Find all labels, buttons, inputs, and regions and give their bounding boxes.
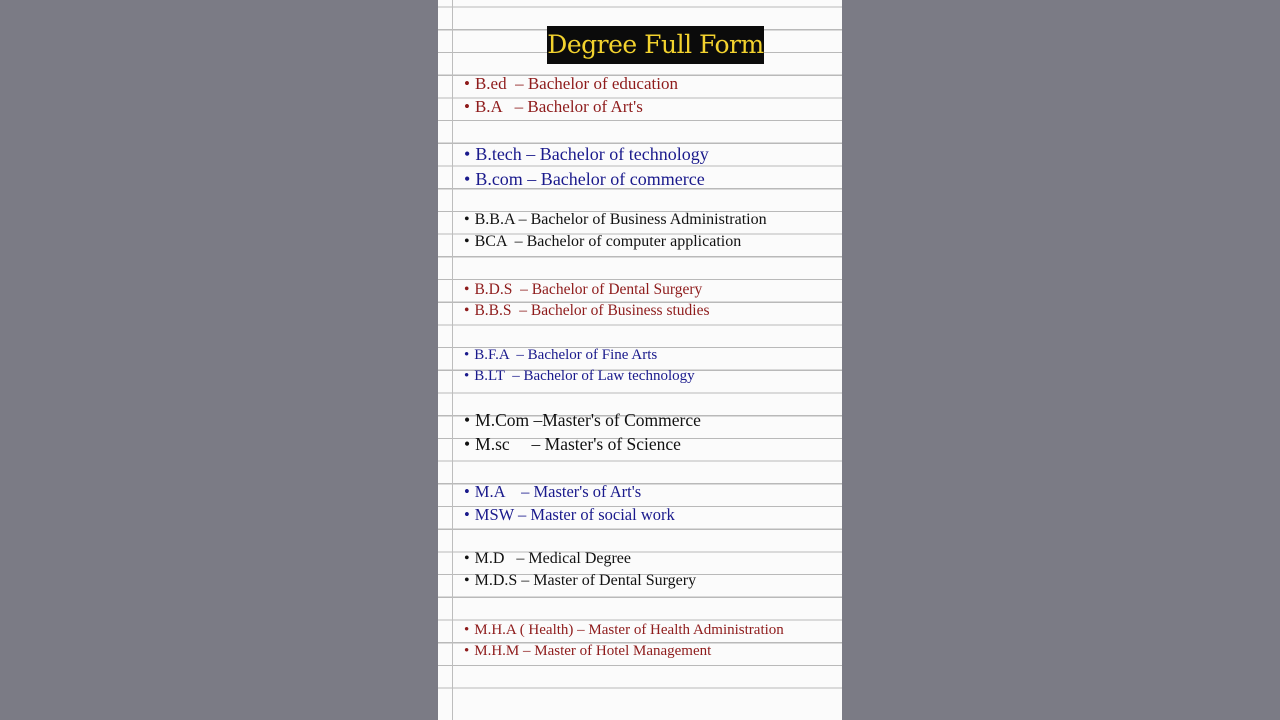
degree-text: M.Com –Master's of Commerce [475,410,701,430]
degree-text: B.com – Bachelor of commerce [475,169,705,189]
bullet-icon: • [464,347,470,363]
degree-entry-msw [464,505,675,525]
degree-entry-bds [464,280,702,300]
degree-entry-blt [464,366,695,386]
bullet-icon: • [464,643,470,659]
degree-text: BCA – Bachelor of computer application [474,233,742,250]
bullet-icon: • [464,368,470,384]
bullet-icon: • [464,169,471,189]
bullet-icon: • [464,211,470,228]
degree-entry-btech [464,144,709,164]
bullet-icon: • [464,74,470,93]
bullet-icon: • [464,97,470,116]
degree-text: M.H.M – Master of Hotel Management [474,643,712,659]
bullet-icon: • [464,302,470,319]
bullet-icon: • [464,572,470,589]
degree-entry-bba [464,210,767,230]
degree-text: B.D.S – Bachelor of Dental Surgery [474,281,703,298]
bullet-icon: • [464,410,471,430]
degree-entry-ba [464,97,643,117]
degree-text: M.D – Medical Degree [474,550,631,567]
degree-text: M.A – Master's of Art's [474,482,642,501]
degree-entry-md [464,549,631,569]
degree-entry-bca [464,232,741,252]
degree-text: B.LT – Bachelor of Law technology [474,368,695,384]
degree-text: B.B.A – Bachelor of Business Administration [474,211,767,228]
page-title: Degree Full Form [547,26,764,64]
degree-text: B.B.S – Bachelor of Business studies [474,302,710,319]
bullet-icon: • [464,482,470,501]
degree-entry-bfa [464,345,657,365]
degree-text: B.tech – Bachelor of technology [475,144,709,164]
degree-entry-mhm [464,641,711,661]
degree-text: M.D.S – Master of Dental Surgery [474,572,697,589]
degree-entry-bcom [464,169,705,189]
bullet-icon: • [464,550,470,567]
degree-entry-mds [464,571,696,591]
degree-text: MSW – Master of social work [474,505,675,524]
degree-entry-msc [464,434,681,454]
degree-text: M.H.A ( Health) – Master of Health Administration [474,622,784,638]
degree-text: B.ed – Bachelor of education [474,74,678,93]
bullet-icon: • [464,434,471,454]
margin-line [452,0,453,720]
bullet-icon: • [464,281,470,298]
degree-entry-bbs [464,301,710,321]
notebook-page [438,0,842,720]
degree-entry-bed [464,74,678,94]
degree-text: B.A – Bachelor of Art's [474,97,643,116]
bullet-icon: • [464,622,470,638]
degree-text: B.F.A – Bachelor of Fine Arts [474,347,658,363]
degree-entry-mcom [464,410,701,430]
degree-entry-mha [464,620,784,640]
degree-entry-ma [464,482,641,502]
bullet-icon: • [464,233,470,250]
bullet-icon: • [464,505,470,524]
bullet-icon: • [464,144,471,164]
degree-text: M.sc – Master's of Science [475,434,681,454]
